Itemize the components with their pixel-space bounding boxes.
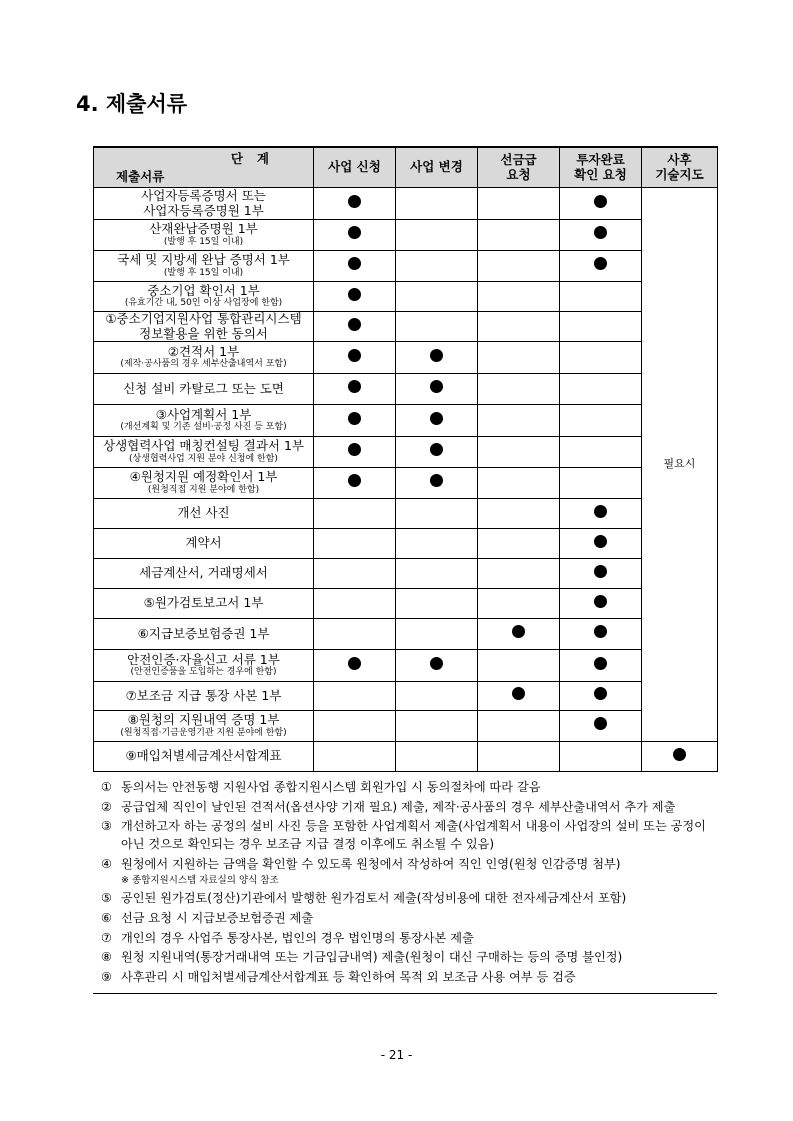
stage-cell-3 xyxy=(560,251,642,282)
stage-cell-2 xyxy=(478,374,560,405)
table-row xyxy=(94,405,718,437)
stage-cell-3 xyxy=(560,282,642,312)
document-condition: (발행 후 15일 이내) xyxy=(163,236,244,247)
document-condition: (개선계획 및 기존 설비·공정 사진 등 포함) xyxy=(120,422,287,433)
table-row xyxy=(94,342,718,374)
document-name: 국세 및 지방세 완납 증명서 1부 xyxy=(117,252,290,268)
stage-header-0 xyxy=(314,147,396,188)
required-dot-icon xyxy=(430,412,443,425)
stage-cell-2 xyxy=(478,499,560,529)
required-dot-icon xyxy=(348,412,361,425)
stage-cell-0 xyxy=(314,405,396,437)
required-dot-icon xyxy=(348,443,361,456)
stage-cell-2 xyxy=(478,405,560,437)
corner-bottom-label: 제출서류 xyxy=(116,168,165,184)
page-number: - 21 - xyxy=(380,1048,413,1062)
stage-cell-1 xyxy=(396,282,478,312)
stage-header-label: 사업 변경 xyxy=(410,159,463,175)
footnote-item xyxy=(93,818,717,853)
required-dot-icon xyxy=(594,625,607,638)
document-name-cell xyxy=(94,499,314,529)
footnote-subnote: ※ 종합지원시스템 자료실의 양식 참조 xyxy=(121,875,279,887)
document-name: ⑨매입처별세금계산서합계표 xyxy=(125,748,282,764)
documents-table xyxy=(93,146,718,772)
table-row xyxy=(94,589,718,619)
required-dot-icon xyxy=(430,474,443,487)
stage-cell-3 xyxy=(560,312,642,342)
section-title: 4. 제출서류 xyxy=(76,92,188,116)
stage-header-label: 사후 기술지도 xyxy=(655,152,704,182)
required-dot-icon xyxy=(430,380,443,393)
stage-cell-0 xyxy=(314,468,396,499)
required-dot-icon xyxy=(430,443,443,456)
stage-cell-0 xyxy=(314,282,396,312)
stage-cell-1 xyxy=(396,682,478,711)
required-dot-icon xyxy=(348,657,361,670)
stage-cell-3 xyxy=(560,619,642,650)
table-row xyxy=(94,468,718,499)
required-dot-icon xyxy=(348,349,361,362)
stage-cell-1 xyxy=(396,619,478,650)
required-dot-icon xyxy=(430,349,443,362)
stage-cell-0 xyxy=(314,437,396,468)
document-name: 신청 설비 카탈로그 또는 도면 xyxy=(123,380,284,396)
stage-cell-1 xyxy=(396,711,478,742)
stage-cell-1 xyxy=(396,251,478,282)
document-name-line2: 정보활용을 위한 동의서 xyxy=(139,325,268,341)
required-dot-icon xyxy=(348,288,361,301)
required-dot-icon xyxy=(348,318,361,331)
stage-cell-3 xyxy=(560,742,642,772)
footnote-text: 개선하고자 하는 공정의 설비 사진 등을 포함한 사업계획서 제출(사업계획서 내용이 사업장의 설비 또는 공정이 아닌 것으로 확인되는 경우 보조금 지급 결정 이후에도 취소될 수 있음) xyxy=(121,819,706,852)
stage-cell-3 xyxy=(560,437,642,468)
footnote-text: 동의서는 안전동행 지원사업 종합지원시스템 회원가입 시 동의절차에 따라 갈음 xyxy=(121,780,541,794)
stage-cell-0 xyxy=(314,499,396,529)
table-row xyxy=(94,312,718,342)
required-dot-icon xyxy=(594,717,607,730)
required-dot-icon xyxy=(594,195,607,208)
stage-cell-2 xyxy=(478,650,560,682)
stage-cell-1 xyxy=(396,342,478,374)
required-dot-icon xyxy=(348,226,361,239)
table-row xyxy=(94,188,718,220)
stage-cell-4 xyxy=(642,742,718,772)
required-dot-icon xyxy=(512,625,525,638)
document-name-cell xyxy=(94,282,314,312)
stage-cell-2 xyxy=(478,589,560,619)
footnote-item xyxy=(93,799,717,817)
stage-cell-1 xyxy=(396,220,478,251)
footnote-number: ③ xyxy=(101,819,112,834)
document-name-cell xyxy=(94,251,314,282)
stage-cell-3 xyxy=(560,342,642,374)
stage-cell-3 xyxy=(560,650,642,682)
document-condition: (제작·공사품의 경우 세부산출내역서 포함) xyxy=(120,359,287,370)
footnote-item xyxy=(93,890,717,908)
stage-cell-0 xyxy=(314,650,396,682)
document-condition: (원청직접 지원 분야에 한함) xyxy=(147,484,260,495)
document-name-cell xyxy=(94,437,314,468)
required-dot-icon xyxy=(594,535,607,548)
document-name-cell xyxy=(94,529,314,559)
stage-cell-1 xyxy=(396,405,478,437)
required-dot-icon xyxy=(348,474,361,487)
document-name-cell xyxy=(94,559,314,589)
footnote-number: ⑤ xyxy=(101,891,112,906)
footnote-item xyxy=(93,779,717,797)
document-name-line2: 사업자등록증명원 1부 xyxy=(143,202,264,218)
stage-cell-1 xyxy=(396,312,478,342)
stage-cell-3 xyxy=(560,405,642,437)
required-dot-icon xyxy=(348,380,361,393)
footnote-item xyxy=(93,969,717,987)
stage-cell-0 xyxy=(314,711,396,742)
table-row xyxy=(94,682,718,711)
document-name: 계약서 xyxy=(185,535,222,551)
stage-cell-1 xyxy=(396,589,478,619)
document-name: ④원청지원 예정확인서 1부 xyxy=(129,469,278,485)
footnote-number: ② xyxy=(101,799,112,814)
footnote-item xyxy=(93,856,717,874)
stage-cell-3 xyxy=(560,374,642,405)
stage-cell-2 xyxy=(478,742,560,772)
stage-header-label: 사업 신청 xyxy=(328,159,381,175)
stage-cell-0 xyxy=(314,374,396,405)
stage-cell-0 xyxy=(314,619,396,650)
stage-cell-0 xyxy=(314,342,396,374)
stage-cell-1 xyxy=(396,374,478,405)
stage-cell-2 xyxy=(478,619,560,650)
document-condition: (발행 후 15일 이내) xyxy=(163,267,244,278)
stage-cell-4 xyxy=(642,188,718,742)
stage-cell-2 xyxy=(478,437,560,468)
document-name-cell xyxy=(94,220,314,251)
table-row xyxy=(94,619,718,650)
stage-cell-2 xyxy=(478,220,560,251)
table-row xyxy=(94,711,718,742)
footnote-number: ① xyxy=(101,780,112,794)
footnote-number: ⑧ xyxy=(101,950,112,965)
stage-cell-0 xyxy=(314,589,396,619)
stage-cell-3 xyxy=(560,711,642,742)
corner-header-cell xyxy=(94,147,314,188)
stage-cell-1 xyxy=(396,499,478,529)
stage-header-2 xyxy=(478,147,560,188)
document-name: ③사업계획서 1부 xyxy=(155,406,252,422)
stage-cell-3 xyxy=(560,499,642,529)
stage-cell-2 xyxy=(478,468,560,499)
table-row xyxy=(94,559,718,589)
document-name: 산재완납증명원 1부 xyxy=(149,221,258,237)
stage-cell-2 xyxy=(478,188,560,220)
stage-cell-0 xyxy=(314,682,396,711)
stage-cell-2 xyxy=(478,682,560,711)
document-name: 중소기업 확인서 1부 xyxy=(147,282,260,298)
as-needed-label: 필요시 xyxy=(663,457,696,471)
stage-cell-0 xyxy=(314,529,396,559)
footnote-text: 원청에서 지원하는 금액을 확인할 수 있도록 원청에서 작성하여 직인 인영(원청 인감증명 첨부) xyxy=(121,856,621,871)
stage-cell-3 xyxy=(560,589,642,619)
stage-cell-1 xyxy=(396,468,478,499)
stage-cell-0 xyxy=(314,220,396,251)
stage-cell-3 xyxy=(560,188,642,220)
document-name: ⑧원청의 지원내역 증명 1부 xyxy=(127,712,280,728)
stage-cell-1 xyxy=(396,559,478,589)
footnotes xyxy=(93,775,717,994)
stage-cell-2 xyxy=(478,711,560,742)
footnote-number: ⑨ xyxy=(101,969,112,984)
document-name-cell xyxy=(94,188,314,220)
document-name-cell xyxy=(94,342,314,374)
stage-cell-0 xyxy=(314,312,396,342)
required-dot-icon xyxy=(594,657,607,670)
stage-cell-3 xyxy=(560,529,642,559)
stage-header-4 xyxy=(642,147,718,188)
stage-header-1 xyxy=(396,147,478,188)
table-row xyxy=(94,374,718,405)
document-name: ②견적서 1부 xyxy=(167,343,240,359)
required-dot-icon xyxy=(512,687,525,700)
stage-cell-2 xyxy=(478,529,560,559)
stage-header-3 xyxy=(560,147,642,188)
stage-header-label: 선금급 요청 xyxy=(500,152,537,182)
document-name-cell xyxy=(94,589,314,619)
table-row xyxy=(94,282,718,312)
table-row xyxy=(94,650,718,682)
required-dot-icon xyxy=(348,195,361,208)
document-condition: (상생협력사업 지원 분야 신청에 한함) xyxy=(129,453,278,464)
stage-cell-1 xyxy=(396,650,478,682)
footnote-text: 공급업체 직인이 날인된 견적서(옵션사양 기재 필요) 제출, 제작·공사품의 경우 세부산출내역서 추가 제출 xyxy=(121,799,676,814)
document-name: 안전인증·자율신고 서류 1부 xyxy=(127,651,280,667)
required-dot-icon xyxy=(348,257,361,270)
table-row xyxy=(94,742,718,772)
stage-cell-1 xyxy=(396,742,478,772)
stage-cell-0 xyxy=(314,251,396,282)
document-condition: (원청직접·기금운영기관 지원 분야에 한함) xyxy=(120,727,287,738)
stage-cell-2 xyxy=(478,342,560,374)
document-name: ①중소기업지원사업 통합관리시스템 xyxy=(105,311,302,327)
document-name: 사업자등록증명서 또는 xyxy=(141,188,266,204)
stage-cell-2 xyxy=(478,312,560,342)
footnote-text: 사후관리 시 매입처별세금계산서합계표 등 확인하여 목적 외 보조금 사용 여부 등 검증 xyxy=(121,969,576,984)
document-name-cell xyxy=(94,312,314,342)
footnote-number: ⑦ xyxy=(101,930,112,945)
required-dot-icon xyxy=(594,687,607,700)
footnote-text: 개인의 경우 사업주 통장사본, 법인의 경우 법인명의 통장사본 제출 xyxy=(121,930,474,945)
footnote-item xyxy=(93,949,717,967)
document-name-cell xyxy=(94,468,314,499)
stage-cell-1 xyxy=(396,529,478,559)
required-dot-icon xyxy=(594,565,607,578)
stage-cell-2 xyxy=(478,282,560,312)
document-name-cell xyxy=(94,374,314,405)
footnote-number: ⑥ xyxy=(101,910,112,925)
required-dot-icon xyxy=(673,748,686,761)
table-row xyxy=(94,220,718,251)
stage-cell-3 xyxy=(560,682,642,711)
stage-cell-3 xyxy=(560,559,642,589)
table-row xyxy=(94,251,718,282)
table-row xyxy=(94,437,718,468)
stage-cell-0 xyxy=(314,559,396,589)
table-row xyxy=(94,529,718,559)
document-name: 세금계산서, 거래명세서 xyxy=(139,565,268,581)
required-dot-icon xyxy=(594,595,607,608)
required-dot-icon xyxy=(594,257,607,270)
stage-cell-1 xyxy=(396,437,478,468)
stage-cell-3 xyxy=(560,468,642,499)
table-header-row xyxy=(94,147,718,188)
footnote-text: 공인된 원가검토(정산)기관에서 발행한 원가검토서 제출(작성비용에 대한 전자세금계산서 포함) xyxy=(121,891,627,906)
stage-cell-1 xyxy=(396,188,478,220)
stage-header-label: 투자완료 확인 요청 xyxy=(574,152,627,182)
document-condition: (안전인증품을 도입하는 경우에 한함) xyxy=(130,667,277,678)
document-name-cell xyxy=(94,650,314,682)
document-name-cell xyxy=(94,619,314,650)
document-name-cell xyxy=(94,405,314,437)
document-condition: (유효기간 내, 50인 이상 사업장에 한함) xyxy=(124,298,283,309)
document-name: 상생협력사업 매칭컨설팅 결과서 1부 xyxy=(103,438,304,454)
stage-cell-0 xyxy=(314,188,396,220)
document-name: ⑦보조금 지급 통장 사본 1부 xyxy=(125,687,282,703)
footnote-text: 선금 요청 시 지급보증보험증권 제출 xyxy=(121,910,314,925)
footnote-item xyxy=(93,910,717,928)
required-dot-icon xyxy=(594,226,607,239)
document-name: 개선 사진 xyxy=(177,505,230,521)
stage-cell-0 xyxy=(314,742,396,772)
required-dot-icon xyxy=(430,657,443,670)
footnote-number: ④ xyxy=(101,856,112,871)
document-name-cell xyxy=(94,711,314,742)
document-name: ⑥지급보증보험증권 1부 xyxy=(137,625,270,641)
stage-cell-2 xyxy=(478,559,560,589)
document-name-cell xyxy=(94,742,314,772)
stage-cell-2 xyxy=(478,251,560,282)
stage-cell-3 xyxy=(560,220,642,251)
document-name-cell xyxy=(94,682,314,711)
table-row xyxy=(94,499,718,529)
footnote-text: 원청 지원내역(통장거래내역 또는 기금입금내역) 제출(원청이 대신 구매하는 등의 증명 불인정) xyxy=(121,950,623,965)
document-name: ⑤원가검토보고서 1부 xyxy=(143,595,264,611)
required-dot-icon xyxy=(594,505,607,518)
corner-top-label: 단계 xyxy=(230,151,283,166)
footnote-item xyxy=(93,930,717,948)
